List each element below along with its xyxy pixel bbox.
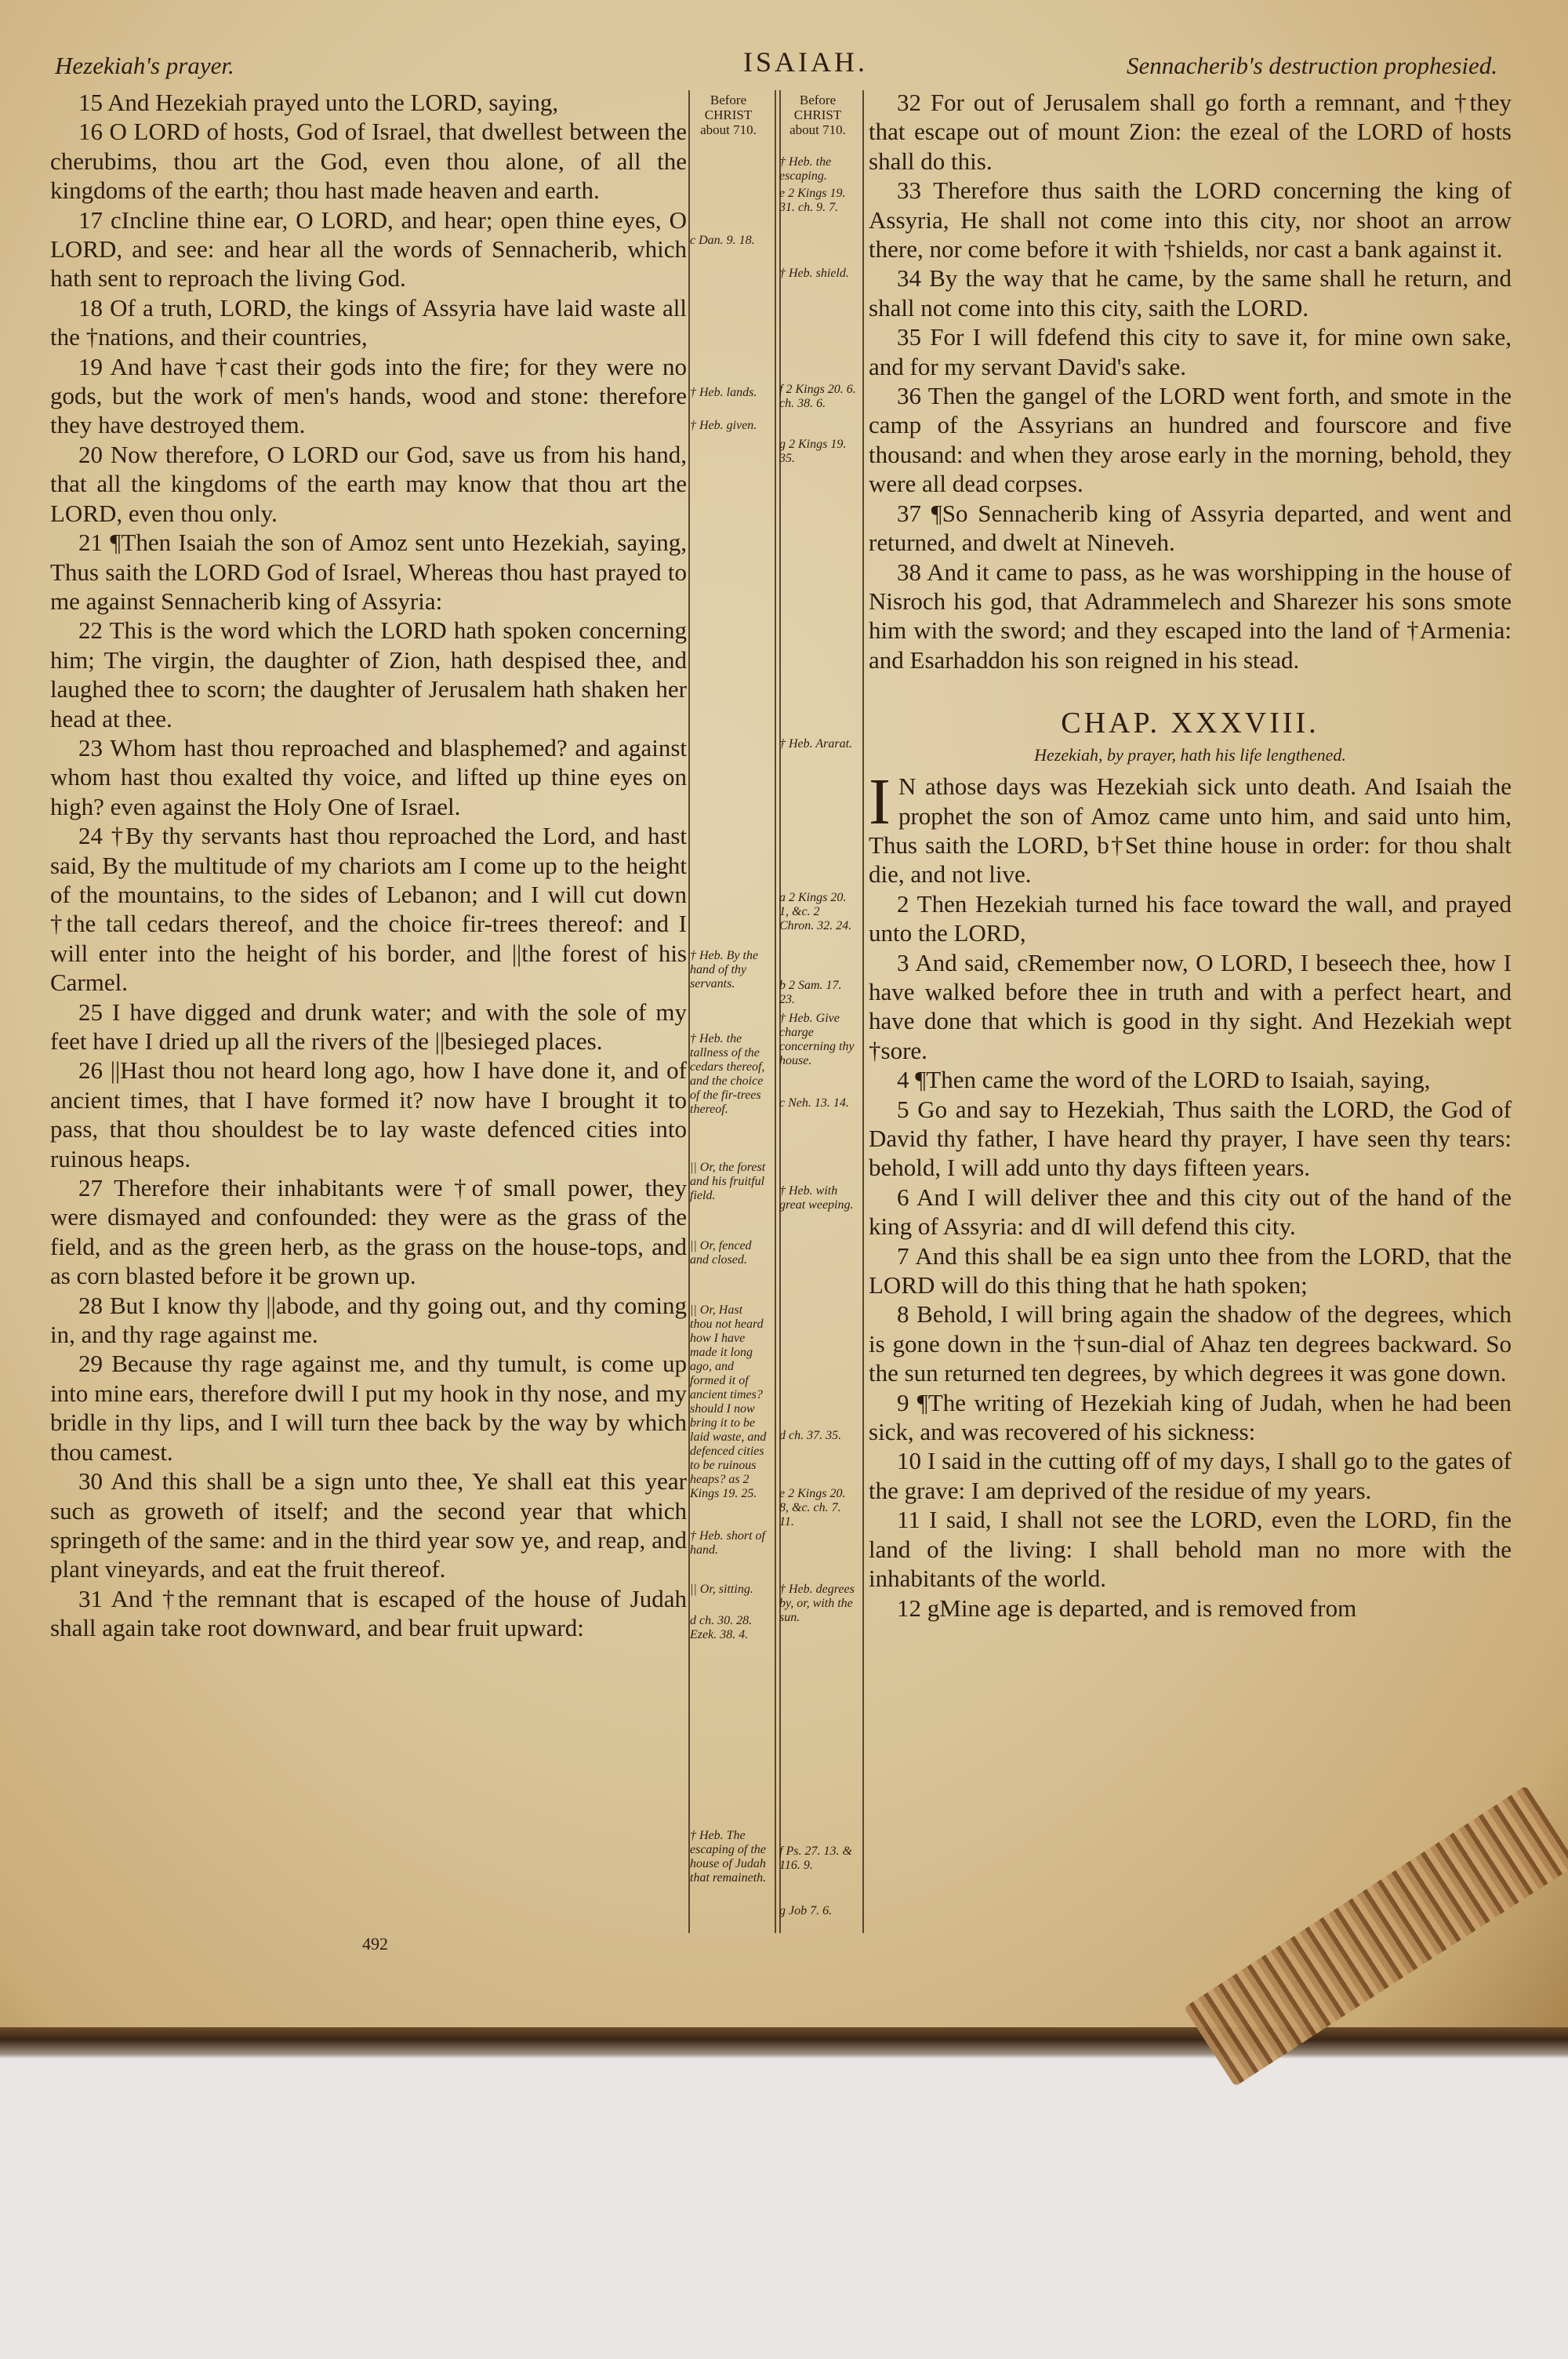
verse: 38 And it came to pass, as he was worshipping in the house of Nisroch his god, that Adrammelech and Sharezer his sons smote him with the sword; and they escaped into the land of †Armenia: and Esarhaddon his son reigned in his stead.	[869, 558, 1512, 674]
margin-note: c Dan. 9. 18.	[690, 234, 755, 247]
margin-note: || Or, Hast thou not heard how I have made it long ago, and formed it of ancient times? should I now bring it to be laid waste, and defenced cities to be ruinous heaps? as 2 Kings 19. 25.	[690, 1303, 767, 1500]
margin-note: † Heb. Ararat.	[779, 737, 853, 751]
margin-note: † Heb. given.	[690, 419, 757, 432]
margin-note: || Or, fenced and closed.	[690, 1239, 752, 1267]
verse: 22 This is the word which the LORD hath spoken concerning him; The virgin, the daughter of Zion, hath despised thee, and laughed thee to scorn; the daughter of Jerusalem hath shaken her head at thee.	[50, 616, 687, 732]
margin-note: d ch. 37. 35.	[779, 1429, 842, 1442]
chapter-title: CHAP. XXXVIII.	[1061, 707, 1319, 740]
margin-note: † Heb. shield.	[779, 267, 849, 280]
header-book-title: ISAIAH.	[743, 46, 868, 78]
verse: 32 For out of Jerusalem shall go forth a remnant, and †they that escape out of mount Zion: the ezeal of the LORD of hosts shall do this.	[869, 89, 1512, 175]
verse: 15 And Hezekiah prayed unto the LORD, saying,	[78, 89, 559, 116]
verse: 28 But I know thy ||abode, and thy going out, and thy coming in, and thy rage against me.	[50, 1291, 687, 1349]
verse: 3 And said, cRemember now, O LORD, I beseech thee, how I have walked before thee in truth and with a perfect heart, and have done that which is good in thy sight. And Hezekiah wept †sore.	[869, 948, 1512, 1064]
column-rule	[775, 90, 776, 1933]
verse: 9 ¶The writing of Hezekiah king of Judah, when he had been sick, and was recovered of his sickness:	[869, 1388, 1512, 1446]
verse: 16 O LORD of hosts, God of Israel, that dwellest between the cherubims, thou art the God, even thou alone, of all the kingdoms of the earth; thou hast made heaven and earth.	[50, 118, 687, 205]
margin-note: † Heb. degrees by, or, with the sun.	[779, 1583, 855, 1624]
verse: 18 Of a truth, LORD, the kings of Assyria have laid waste all the †nations, and their countries,	[50, 293, 687, 351]
verse: 12 gMine age is departed, and is removed from	[897, 1594, 1357, 1622]
verse: 35 For I will fdefend this city to save it, for mine own sake, and for my servant David's sake.	[869, 323, 1512, 380]
column-rule	[688, 90, 690, 1933]
verse: 27 Therefore their inhabitants were †of small power, they were dismayed and confounded: they were as the grass of the field, and as the green herb, as the grass on the house-tops, and as corn blasted before it be grown up.	[50, 1174, 687, 1290]
margin-note: † Heb. Give charge concerning thy house.	[779, 1012, 855, 1067]
first-verse-text: N athose days was Hezekiah sick unto death. And Isaiah the prophet the son of Amoz came unto him, and said unto him, Thus saith the LORD, b†Set thine house in order: for thou shalt die, and not live.	[869, 772, 1512, 889]
verse: 30 And this shall be a sign unto thee, Ye shall eat this year such as groweth of itself; and the second year that which springeth of the same: and in the third year sow ye, and reap, and plant vineyards, and eat the fruit thereof.	[50, 1467, 687, 1583]
page-number: 492	[362, 1934, 388, 1954]
header-right: Sennacherib's destruction prophesied.	[1127, 52, 1497, 79]
margin-date-head: Before CHRIST about 710.	[789, 93, 846, 137]
margin-note: d ch. 30. 28. Ezek. 38. 4.	[690, 1614, 753, 1641]
margin-note: || Or, sitting.	[690, 1583, 753, 1596]
right-column	[869, 88, 1512, 1623]
verse: 20 Now therefore, O LORD our God, save us from his hand, that all the kingdoms of the earth may know that thou art the LORD, even thou only.	[50, 440, 687, 527]
header-left: Hezekiah's prayer.	[55, 52, 234, 79]
margin-note: b 2 Sam. 17. 23.	[779, 979, 842, 1006]
margin-note: f Ps. 27. 13. & 116. 9.	[779, 1845, 852, 1872]
verse: 25 I have digged and drunk water; and with the sole of my feet have I dried up all the rivers of the ||besieged places.	[50, 998, 687, 1055]
verse: 6 And I will deliver thee and this city out of the hand of the king of Assyria: and dI will defend this city.	[869, 1183, 1512, 1241]
chapter-summary: Hezekiah, by prayer, hath his life lengthened.	[1034, 745, 1346, 765]
verse: 17 cIncline thine ear, O LORD, and hear; open thine eyes, O LORD, and see: and hear all the words of Sennacherib, which hath sent to reproach the living God.	[50, 205, 687, 293]
verse: 33 Therefore thus saith the LORD concerning the king of Assyria, He shall not come into this city, nor shoot an arrow there, nor come before it with †shields, nor cast a bank against it.	[869, 176, 1512, 264]
chapter-first-verse	[869, 765, 1512, 889]
margin-note: f 2 Kings 20. 6. ch. 38. 6.	[779, 383, 856, 410]
margin-note: † Heb. the tallness of the cedars thereof, and the choice of the fir-trees thereof.	[690, 1032, 765, 1116]
margin-note: e 2 Kings 19. 31. ch. 9. 7.	[779, 187, 846, 214]
verse: 7 And this shall be ea sign unto thee from the LORD, that the LORD will do this thing that he hath spoken;	[869, 1241, 1512, 1299]
margin-note: † Heb. The escaping of the house of Judah that remaineth.	[690, 1829, 767, 1885]
margin-note: e 2 Kings 20. 8, &c. ch. 7. 11.	[779, 1487, 846, 1528]
verse: 23 Whom hast thou reproached and blasphemed? and against whom hast thou exalted thy voice, and lifted up thine eyes on high? even against the Holy One of Israel.	[50, 733, 687, 820]
verse: 4 ¶Then came the word of the LORD to Isaiah, saying,	[897, 1066, 1431, 1094]
verse: 29 Because thy rage against me, and thy tumult, is come up into mine ears, therefore dwill I put my hook in thy nose, and my bridle in thy lips, and I will turn thee back by the way by which thou camest.	[50, 1350, 687, 1466]
verse: 19 And have †cast their gods into the fire; for they were no gods, but the work of men's hands, wood and stone: therefore they have destroyed them.	[50, 352, 687, 439]
running-header	[47, 45, 1497, 85]
verse: 2 Then Hezekiah turned his face toward the wall, and prayed unto the LORD,	[869, 889, 1512, 947]
margin-note: † Heb. By the hand of thy servants.	[690, 949, 759, 990]
verse: 24 †By thy servants hast thou reproached the Lord, and hast said, By the multitude of my chariots am I come up to the height of the mountains, to the sides of Lebanon; and I will cut down †the tall cedars thereof, and the choice fir-trees thereof: and I will enter into the height of his border, and ||the forest of his Carmel.	[50, 822, 687, 997]
verse: 5 Go and say to Hezekiah, Thus saith the LORD, the God of David thy father, I have heard thy prayer, I have seen thy tears: behold, I will add unto thy days fifteen years.	[869, 1095, 1512, 1182]
margin-note: † Heb. the escaping.	[779, 155, 832, 183]
page-edge-shadow	[0, 2027, 1568, 2059]
verse: 34 By the way that he came, by the same shall he return, and shall not come into this city, saith the LORD.	[869, 264, 1512, 322]
verse: 36 Then the gangel of the LORD went forth, and smote in the camp of the Assyrians an hundred and fourscore and five thousand: and when they arose early in the morning, behold, they were all dead corpses.	[869, 382, 1512, 498]
verse: 8 Behold, I will bring again the shadow of the degrees, which is gone down in the †sun-dial of Ahaz ten degrees backward. So the sun returned ten degrees, by which degrees it was gone down.	[869, 1300, 1512, 1387]
margin-date-head: Before CHRIST about 710.	[700, 93, 757, 137]
margin-note: † Heb. with great weeping.	[779, 1184, 854, 1212]
left-column	[50, 88, 687, 1643]
margin-note: a 2 Kings 20. 1, &c. 2 Chron. 32. 24.	[779, 891, 852, 932]
verse: 11 I said, I shall not see the LORD, even the LORD, fin the land of the living: I shall behold man no more with the inhabitants of the world.	[869, 1506, 1512, 1593]
margin-note: g Job 7. 6.	[779, 1904, 833, 1917]
margin-note: † Heb. short of hand.	[690, 1529, 765, 1557]
column-rule	[862, 90, 864, 1933]
margin-note: c Neh. 13. 14.	[779, 1096, 849, 1110]
margin-note: || Or, the forest and his fruitful field.	[690, 1161, 766, 1202]
margin-note: † Heb. lands.	[690, 386, 757, 399]
verse: 10 I said in the cutting off of my days, I shall go to the gates of the grave: I am deprived of the residue of my years.	[869, 1447, 1512, 1504]
margin-note: g 2 Kings 19. 35.	[779, 438, 847, 465]
verse: 26 ||Hast thou not heard long ago, how I have done it, and of ancient times, that I have formed it? now have I brought it to pass, that thou shouldest be to lay waste defenced cities into ruinous heaps.	[50, 1056, 687, 1172]
drop-cap: I	[869, 765, 891, 839]
verse: 21 ¶Then Isaiah the son of Amoz sent unto Hezekiah, saying, Thus saith the LORD God of Israel, Whereas thou hast prayed to me against Sennacherib king of Assyria:	[50, 529, 687, 615]
verse: 37 ¶So Sennacherib king of Assyria departed, and went and returned, and dwelt at Nineveh.	[869, 499, 1512, 557]
verse: 31 And †the remnant that is escaped of the house of Judah shall again take root downward, and bear fruit upward:	[50, 1584, 687, 1642]
